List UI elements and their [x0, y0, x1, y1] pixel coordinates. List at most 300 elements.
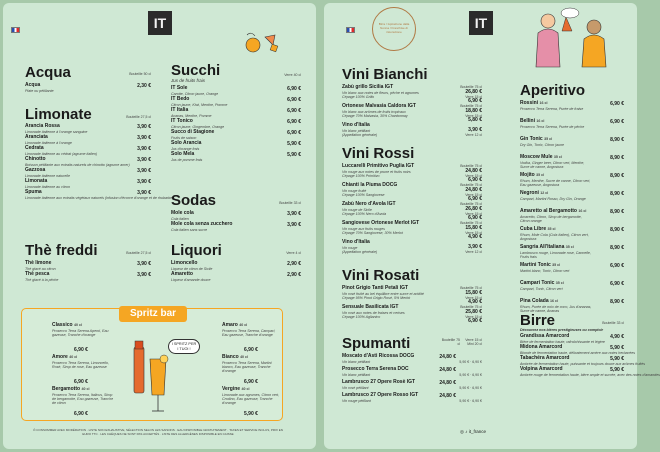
format-label: Bouteille 75 cl	[441, 338, 460, 346]
item-desc: Vin rouge	[342, 245, 358, 250]
bottle-size: Bouteille 75 cl	[460, 305, 482, 309]
item-desc: Vin rosé pétillant	[342, 385, 369, 390]
bottle-size: Bouteille 75 cl	[460, 85, 482, 89]
item-desc: Vin rosé fruité au bel équilibre entre sucre et acidité	[342, 291, 424, 296]
glass-price: 5,90 € · 6,90 €	[459, 373, 482, 377]
french-flag-icon	[11, 27, 20, 33]
item-desc: Ananas, Menthe, Pomme	[171, 113, 212, 118]
item-name: Spuma	[25, 189, 42, 195]
section-title: Vini Bianchi	[342, 66, 428, 83]
item-desc: Thé glacé au citron	[25, 266, 56, 271]
section-title: Vini Rosati	[342, 267, 420, 284]
liquori-section	[171, 243, 301, 283]
bottle-price: 26,80 €	[465, 89, 482, 95]
bottle-size: Bouteille 75 cl	[460, 183, 482, 187]
bottle-size: Bouteille 75 cl	[460, 202, 482, 206]
item-name: Grandissa Amarcord	[520, 333, 570, 339]
spumanti-section	[342, 336, 482, 406]
item-name: Solo Mela	[171, 151, 195, 157]
menu-item	[25, 272, 151, 283]
format-label: Bouteille 50 cl	[129, 72, 151, 76]
glass-price: 4,90 €	[468, 234, 482, 240]
item-desc: Ambrée rouge de fermentation haute, bière ample et sucrée, avec des notes d'amandes	[520, 372, 660, 377]
item-name: Mojito	[520, 172, 535, 178]
item-price: 5,90 €	[287, 141, 301, 147]
item-desc: Limonade italienne à l'orange sanguine	[25, 129, 88, 134]
item-desc: Liqueur de citron de Sicile	[171, 266, 213, 271]
the-freddi-section	[25, 243, 151, 283]
item-desc: Boisson pétillante aux extraits naturels de chinotto (agrume amer)	[25, 162, 130, 167]
item-name: Pinot Grigio Tanti Petali IGT	[342, 285, 409, 291]
item-grape: Cépage 70% Malvasia, 30% Chardonnay	[342, 113, 408, 118]
french-flag-icon	[346, 27, 355, 33]
section-title: Limonate	[25, 106, 92, 123]
item-name: Zabù grillo Sicilia IGT	[342, 84, 394, 90]
bottle-price: 24,80 €	[439, 354, 456, 360]
item-grape: (Appellation générale)	[342, 249, 378, 254]
glass-size: Verre 15 cl	[465, 231, 482, 235]
menu-item	[520, 155, 624, 173]
item-desc: Vin blanc pétillant	[342, 128, 371, 133]
item-name: Volpina Amarcord	[520, 366, 563, 372]
item-name: Aranciata	[25, 134, 48, 140]
item-desc: Prosecco Terra Serena Aperol, Eau gazeuse, Tranche d'orange	[52, 328, 109, 337]
item-desc: Plate ou pétillante	[25, 88, 54, 93]
section-title: Thè freddi	[25, 242, 98, 259]
menu-item	[520, 119, 624, 137]
item-price: 8,90 €	[610, 245, 624, 251]
bottle-price: 15,80 €	[465, 290, 482, 296]
item-grape: Cépage 95% Pinot Grigio Rosé, 5% Merlot	[342, 295, 411, 300]
item-price: 4,90 €	[610, 334, 624, 340]
item-desc: Vin rosé aux notes de fraises et cerises	[342, 310, 405, 315]
item-name: Lambrusco 27 Opere Rosso IGT	[342, 392, 419, 398]
item-desc: Liqueur d'amande douce	[171, 277, 211, 282]
item-desc: Citron jaune, Kiwi, Menthe, Pomme	[171, 102, 228, 107]
menu-item	[25, 83, 151, 94]
item-grape: Cépage 100% Sangiovese	[342, 192, 385, 197]
menu-item	[52, 387, 114, 419]
item-desc: Vin blanc pétillant	[342, 372, 371, 377]
item-name: Sangria All'Italiana	[520, 244, 565, 250]
item-desc: Campari, Tonic, Citron vert	[520, 286, 563, 291]
menu-item	[520, 101, 624, 119]
glass-size: Verre 15 cl	[465, 114, 482, 118]
glass-size: Verre 15 cl	[465, 95, 482, 99]
menu-item	[520, 209, 624, 227]
item-price: 5,90 €	[610, 356, 624, 362]
vini-bianchi-section	[342, 67, 482, 142]
bottle-price: 24,80 €	[465, 187, 482, 193]
item-price: 8,90 €	[610, 227, 624, 233]
bottle-price: 24,80 €	[439, 367, 456, 373]
glass-price: 6,90 €	[468, 196, 482, 202]
item-size: 12 cl	[540, 191, 549, 195]
glass-price: 5,90 € · 6,90 €	[459, 386, 482, 390]
item-name: Bianco	[222, 354, 239, 360]
item-price: 6,90 €	[287, 119, 301, 125]
brand-stamp-icon: Birra / Ispirazione dalla Nonna / Franchise di ristorazione	[372, 7, 416, 51]
item-size: 40 cl	[69, 355, 78, 359]
tiktok-icon: ♪	[465, 429, 468, 434]
item-name: Vergine	[222, 386, 241, 392]
wine-item	[342, 202, 482, 221]
item-name: Bellini	[520, 118, 536, 124]
glass-price: 6,90 €	[468, 98, 482, 104]
item-name: Arancia Rossa	[25, 123, 60, 129]
item-price: 5,90 €	[610, 367, 624, 373]
menu-item	[222, 387, 280, 419]
item-name: Amaretto al Bergamotto	[520, 208, 577, 214]
item-desc: Prosecco Terra Serena, Limoncello, Rosé, Sirop de rose, Eau gazeuse	[52, 360, 109, 369]
item-name: Thè pesca	[25, 271, 50, 277]
item-name: Zabù Nero d'Avola IGT	[342, 201, 396, 207]
item-price: 5,90 €	[610, 345, 624, 351]
item-name: IT Italia	[171, 107, 189, 113]
birre-section	[520, 312, 660, 378]
item-name: Midona Amarcord	[520, 344, 563, 350]
item-desc: Citron jaune, Gingembre, Orange	[171, 124, 225, 129]
item-desc: Bière de fermentation haute, rafraîchissante et légère	[520, 339, 605, 344]
item-name: Bergamotto	[52, 386, 81, 392]
menu-item	[25, 189, 174, 201]
item-size: 16 cl	[539, 101, 548, 105]
item-desc: Vin rouge aux fruits rouges	[342, 226, 385, 231]
item-name: Vino d'Italia	[342, 239, 370, 245]
item-grape: Cépage 100% Aglianico	[342, 314, 381, 319]
section-title: Vini Rossi	[342, 145, 415, 162]
item-size: 16 cl	[550, 299, 559, 303]
bottle-price: 3,90 €	[468, 244, 482, 250]
item-desc: Amaretto, Citron, Sirop de bergamotte, Citron orange	[520, 214, 582, 223]
item-name: Chinotto	[25, 156, 46, 162]
item-desc: Martini blanc, Tonic, Citron vert	[520, 268, 570, 273]
bottle-price: 24,80 €	[439, 380, 456, 386]
item-name: Negroni	[520, 190, 539, 196]
section-title: Spumanti	[342, 335, 411, 352]
wine-item	[342, 164, 482, 183]
item-size: 40 cl	[241, 387, 250, 391]
menu-item	[52, 323, 114, 355]
item-desc: Rhum, Purée de noix de coco, Jus d'ananas, Sucre de canne, Ananas	[520, 304, 592, 313]
section-title: Succhi	[171, 62, 221, 79]
item-desc: Jus d'orange frais	[171, 146, 200, 151]
item-name: Moscato d'Asti Ricossa DOCG	[342, 353, 415, 359]
item-name: Amore	[52, 354, 68, 360]
glass-size: Verre 12 cl	[465, 133, 482, 137]
item-name: IT Tonico	[171, 118, 193, 124]
instagram-icon: ◎	[460, 429, 464, 434]
glass-size: Verre 15 cl	[465, 212, 482, 216]
item-desc: Vin rouge de Sicile	[342, 207, 372, 212]
bottle-price: 26,80 €	[465, 206, 482, 212]
item-size: 35 cl	[547, 227, 556, 231]
item-price: 6,90 €	[244, 379, 258, 385]
item-price: 3,90 €	[137, 190, 151, 196]
item-desc: Blonde de fermentation haute, délicatement amère aux notes herbacées	[520, 350, 636, 355]
item-grape: Cépage 70% Sangiovese, 30% Merlot	[342, 230, 403, 235]
item-price: 3,90 €	[137, 146, 151, 152]
item-desc: Limonade italienne au citron	[25, 184, 70, 189]
item-desc: Fruits de saison	[171, 135, 197, 140]
item-price: 3,90 €	[287, 211, 301, 217]
item-name: Acqua	[25, 82, 41, 88]
menu-item	[520, 245, 624, 263]
item-name: Limonata	[25, 178, 48, 184]
item-name: Chianti la Piuma DOCG	[342, 182, 398, 188]
item-name: Ortonese Malvasia Caldora IGT	[342, 103, 416, 109]
speech-bubble: I SPRITZ PER I TUOI !	[168, 339, 200, 354]
menu-item	[171, 222, 301, 233]
item-price: 6,90 €	[287, 130, 301, 136]
bottle-size: Bouteille 75 cl	[460, 286, 482, 290]
item-desc: Lambrusco rouge, Limonade rose, Cannelle, Fruits frais	[520, 250, 591, 259]
glass-price: 4,90 €	[468, 299, 482, 305]
item-name: Cedrata	[25, 145, 44, 151]
item-name: Prosecco Terra Serena DOC	[342, 366, 409, 372]
menu-page-right	[324, 3, 660, 449]
item-name: Campari Tonic	[520, 280, 555, 286]
item-price: 3,90 €	[137, 179, 151, 185]
bottle-price: 24,80 €	[465, 168, 482, 174]
wine-item	[342, 104, 482, 123]
format-label: Verre 4 cl	[286, 251, 301, 255]
item-grape: Cépage 100% Grillo	[342, 94, 375, 99]
item-desc: Rhum, Menthe, Sucre de canne, Citron vert, Eau gazeuse, Angostura	[520, 178, 591, 187]
item-name: Mole cola	[171, 210, 194, 216]
bottle-price: 18,80 €	[465, 108, 482, 114]
item-size: 35 cl	[555, 281, 564, 285]
item-desc: Ambrée de fermentation haute, puissante et toujours douce aux arômes fruités	[520, 361, 646, 366]
item-desc: Limonade italienne au cédrat (agrume italien)	[25, 151, 98, 156]
item-desc: Prosecco Terra Serena, Campari, Eau gazeuse, Tranche d'orange	[222, 328, 276, 337]
item-name: Amaretto	[171, 271, 193, 277]
glass-size: Verre 15 cl	[465, 174, 482, 178]
glass-price: 6,90 €	[468, 215, 482, 221]
item-price: 8,90 €	[610, 299, 624, 305]
item-name: Cuba Libre	[520, 226, 547, 232]
wine-item	[342, 221, 482, 240]
bottle-price: 25,80 €	[465, 309, 482, 315]
item-desc: Prosecco Terra Serena, Martini bianco, Eau gazeuse, Tranche d'orange	[222, 360, 272, 373]
section-title: Liquori	[171, 242, 222, 259]
item-price: 2,90 €	[287, 261, 301, 267]
item-price: 8,90 €	[610, 155, 624, 161]
bottle-price: 3,90 €	[468, 127, 482, 133]
social-handle: ◎ ♪ it_france	[460, 429, 486, 434]
item-price: 2,90 €	[287, 272, 301, 278]
item-price: 6,90 €	[610, 101, 624, 107]
item-price: 8,90 €	[610, 191, 624, 197]
item-name: IT Bedo	[171, 96, 190, 102]
item-price: 6,90 €	[610, 281, 624, 287]
item-desc: Vin blanc aux arômes de fruits tropicaux	[342, 109, 406, 114]
item-price: 6,90 €	[610, 119, 624, 125]
acqua-section	[25, 65, 151, 94]
item-desc: Prosecco Terra Serena, Purée de fraise	[520, 106, 584, 111]
wine-item	[342, 286, 482, 305]
item-desc: Cola italien	[171, 216, 189, 221]
section-title: Sodas	[171, 192, 217, 209]
glass-price: 6,90 €	[468, 318, 482, 324]
item-desc: Vin rouge aux notes de prune et fruits noirs	[342, 169, 411, 174]
item-desc: Rhum, Mole Cola (Cola Italien), Citron vert, Angostura	[520, 232, 589, 241]
glass-size: Verre 15 cl	[465, 315, 482, 319]
spritz-bar-title: Spritz bar	[119, 306, 187, 322]
item-price: 6,90 €	[74, 347, 88, 353]
item-name: Mole cola senza zucchero	[171, 221, 233, 227]
menu-item	[520, 173, 624, 191]
item-size: 40 cl	[81, 387, 90, 391]
menu-item	[520, 366, 660, 378]
item-name: Classico	[52, 322, 73, 328]
glass-price: 6,90 €	[468, 177, 482, 183]
menu-item	[520, 137, 624, 155]
wine-item	[342, 123, 482, 142]
glass-size: Verre 15 cl	[465, 193, 482, 197]
item-name: Tabachéra Amarcord	[520, 355, 570, 361]
spritz-bar-box	[21, 308, 283, 421]
item-size: 35 cl	[553, 155, 562, 159]
item-desc: Vin blanc aux notes de fleurs, pêche et agrumes	[342, 90, 419, 95]
menu-item	[52, 355, 114, 387]
wine-item	[342, 393, 482, 406]
item-grape: Cépage 100% Primitivo	[342, 173, 380, 178]
item-name: Thè limone	[25, 260, 52, 266]
item-price: 6,90 €	[74, 379, 88, 385]
item-price: 3,90 €	[137, 261, 151, 267]
item-name: Gazzosa	[25, 167, 46, 173]
item-desc: Vin blanc pétillant	[342, 359, 371, 364]
glass-price: 5,90 € · 6,90 €	[459, 399, 482, 403]
item-price: 5,90 €	[287, 152, 301, 158]
item-size: 35 cl	[552, 263, 561, 267]
item-desc: Vodka, Ginger beer, Citron vert, Menthe, Sucre de canne, Angostura	[520, 160, 585, 169]
item-price: 3,90 €	[287, 222, 301, 228]
item-size: 35 cl	[544, 137, 553, 141]
item-desc: Prosecco Terra Serena, Italicus, Sirop de bergamotte, Eau gazeuse, Tranche de citron	[52, 392, 114, 405]
item-size: 35 cl	[565, 245, 574, 249]
menu-item	[171, 152, 301, 163]
item-name: Solo Arancia	[171, 140, 202, 146]
item-price: 6,90 €	[287, 86, 301, 92]
section-title: Acqua	[25, 64, 71, 81]
wine-item	[342, 85, 482, 104]
item-name: IT Sole	[171, 85, 188, 91]
item-name: Succo di Stagione	[171, 129, 215, 135]
limonate-section	[25, 106, 174, 201]
item-name: Lambrusco 27 Opere Rosè IGT	[342, 379, 416, 385]
item-size: 40 cl	[239, 323, 248, 327]
item-name: Sangiovese Ortonese Merlot IGT	[342, 220, 420, 226]
vini-rossi-section	[342, 146, 482, 259]
section-subtitle: Jus de fruits frais	[171, 78, 206, 83]
menu-page-left	[3, 3, 316, 449]
format-label: Verre 40 cl	[284, 73, 301, 77]
item-name: Sensuale Basilicata IGT	[342, 304, 399, 310]
menu-item	[520, 263, 624, 281]
item-price: 3,90 €	[137, 124, 151, 130]
format-label: Bouteille 33 cl	[279, 201, 301, 205]
item-desc: Campari, Martini Rosso, Dry Gin, Orange	[520, 196, 586, 201]
citrus-illustration-icon	[243, 31, 285, 57]
it-logo: IT	[148, 11, 172, 35]
item-size: 40 cl	[240, 355, 249, 359]
menu-item	[222, 323, 280, 355]
item-price: 6,90 €	[244, 347, 258, 353]
bottle-price: 15,80 €	[465, 225, 482, 231]
menu-item	[520, 191, 624, 209]
item-name: Limoncello	[171, 260, 198, 266]
it-logo: IT	[469, 11, 493, 35]
item-desc: Jus de pomme frais	[171, 157, 203, 162]
section-subtitle: Découvrez nos bières prestigieuses ou comptoir	[520, 328, 604, 332]
item-price: 6,90 €	[74, 411, 88, 417]
item-price: 3,90 €	[137, 168, 151, 174]
item-name: Vino d'Italia	[342, 122, 370, 128]
glass-price: 5,80 €	[468, 117, 482, 123]
menu-item	[171, 97, 301, 108]
item-desc: Limonade italienne à l'orange	[25, 140, 72, 145]
item-price: 6,90 €	[610, 263, 624, 269]
item-price: 8,90 €	[610, 173, 624, 179]
bottle-size: Bouteille 75 cl	[460, 104, 482, 108]
format-label-glass: Verre 15 cl Mini 20 cl	[465, 338, 482, 346]
format-label: Bouteille 27,5 cl	[126, 251, 151, 255]
item-size: 16 cl	[536, 119, 545, 123]
item-desc: Vin rouge pétillant	[342, 398, 371, 403]
item-price: 8,90 €	[610, 209, 624, 215]
glass-size: Verre 15 cl	[465, 296, 482, 300]
menu-item	[171, 272, 301, 283]
menu-item	[520, 227, 624, 245]
menu-item	[222, 355, 280, 387]
item-size: 40 cl	[73, 323, 82, 327]
menu-item	[25, 179, 151, 190]
people-illustration-icon	[522, 7, 622, 71]
item-desc: Vin rouge fruité	[342, 188, 367, 193]
item-name: Pina Colada	[520, 298, 549, 304]
item-name: Amaro	[222, 322, 238, 328]
wine-item	[342, 305, 482, 324]
bottle-size: Bouteille 75 cl	[460, 164, 482, 168]
item-price: 6,90 €	[287, 108, 301, 114]
item-grape: (Appellation générale)	[342, 132, 378, 137]
item-price: 2,30 €	[137, 83, 151, 89]
item-desc: Limonade aux agrumes, Citron vert, Crodino, Eau gazeuse, Tranche d'orange	[222, 392, 280, 405]
menu-item	[520, 281, 624, 299]
item-desc: Thé glacé à la pêche	[25, 277, 59, 282]
item-desc: Carotte, Citron jaune, Orange	[171, 91, 219, 96]
bottle-size: Bouteille 75 cl	[460, 221, 482, 225]
item-name: Gin Tonic	[520, 136, 543, 142]
aperitivo-section	[520, 83, 624, 317]
glass-size: Verre 12 cl	[465, 250, 482, 254]
vini-rosati-section	[342, 268, 482, 324]
wine-item	[342, 240, 482, 259]
section-title: Aperitivo	[520, 82, 586, 99]
item-price: 5,90 €	[244, 411, 258, 417]
item-name: Rossini	[520, 100, 539, 106]
item-grape: Cépage 100% Nero d'Avola	[342, 211, 387, 216]
wine-item	[342, 183, 482, 202]
item-size: 16 cl	[578, 209, 587, 213]
item-price: 3,90 €	[137, 135, 151, 141]
item-price: 3,90 €	[137, 157, 151, 163]
item-name: Luccarelli Primitivo Puglia IGT	[342, 163, 415, 169]
legal-footer: Ô CONSOMMER AVEC MODÉRATION · LISTE NON EXHAUSTIVE, SÉLECTION SELON LES SAISONS · EAU DISPONIBLE GRATUITEMENT · TAXES ET SERVICE INCLUS, PRIX EN EURO TTC · LES CHÈQUES NE SONT PAS ACCEPTÉS · LISTE DES ALLERGÈNES DISPONIBLE EN CAISSE	[33, 428, 283, 436]
item-price: 3,90 €	[137, 272, 151, 278]
